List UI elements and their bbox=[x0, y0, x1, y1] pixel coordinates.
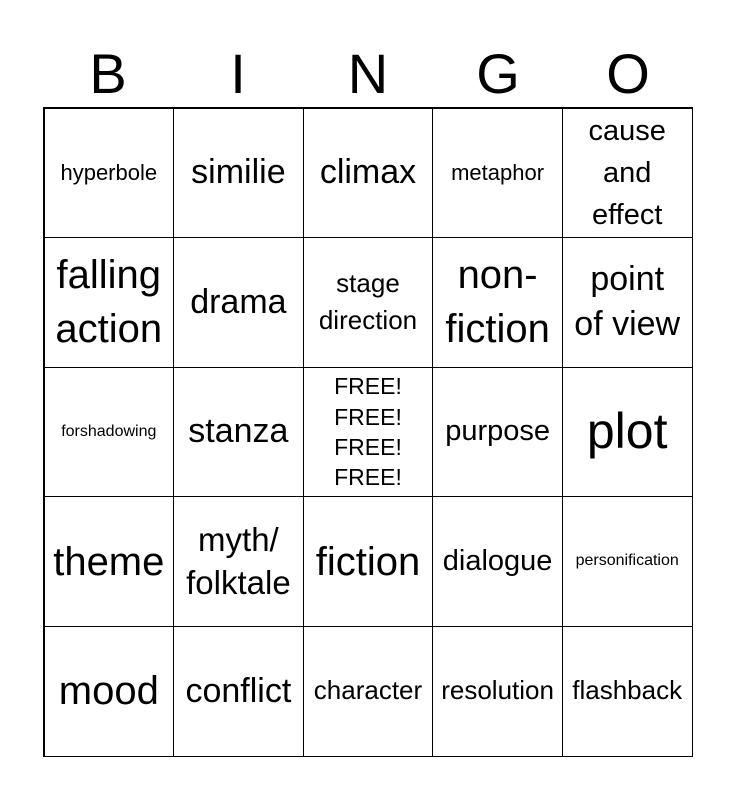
bingo-cell[interactable]: conflict bbox=[173, 626, 304, 757]
bingo-cell[interactable]: stage direction bbox=[303, 237, 434, 368]
bingo-cell[interactable]: theme bbox=[44, 496, 175, 627]
bingo-cell[interactable]: similie bbox=[173, 108, 304, 239]
header-letter-o: O bbox=[606, 42, 650, 105]
bingo-cell[interactable]: metaphor bbox=[432, 108, 563, 239]
bingo-cell[interactable]: non- fiction bbox=[432, 237, 563, 368]
header-letter-i: I bbox=[230, 42, 246, 105]
bingo-cell[interactable]: drama bbox=[173, 237, 304, 368]
header-letter-g: G bbox=[476, 42, 520, 105]
bingo-cell[interactable]: myth/ folktale bbox=[173, 496, 304, 627]
bingo-cell[interactable]: personification bbox=[562, 496, 693, 627]
bingo-board bbox=[43, 107, 693, 757]
bingo-cell[interactable]: cause and effect bbox=[562, 108, 693, 239]
bingo-cell[interactable]: point of view bbox=[562, 237, 693, 368]
bingo-cell[interactable]: mood bbox=[44, 626, 175, 757]
header-letter-n: N bbox=[347, 42, 389, 105]
bingo-cell[interactable]: hyperbole bbox=[44, 108, 175, 239]
bingo-cell[interactable]: fiction bbox=[303, 496, 434, 627]
free-space-cell[interactable]: FREE! FREE! FREE! FREE! bbox=[303, 367, 434, 498]
bingo-cell[interactable]: forshadowing bbox=[44, 367, 175, 498]
bingo-cell[interactable]: stanza bbox=[173, 367, 304, 498]
bingo-cell[interactable]: resolution bbox=[432, 626, 563, 757]
bingo-cell[interactable]: falling action bbox=[44, 237, 175, 368]
bingo-cell[interactable]: dialogue bbox=[432, 496, 563, 627]
bingo-cell[interactable]: climax bbox=[303, 108, 434, 239]
bingo-cell[interactable]: character bbox=[303, 626, 434, 757]
bingo-cell[interactable]: plot bbox=[562, 367, 693, 498]
header-letter-b: B bbox=[89, 42, 127, 105]
bingo-header bbox=[43, 40, 693, 108]
bingo-cell[interactable]: purpose bbox=[432, 367, 563, 498]
bingo-cell[interactable]: flashback bbox=[562, 626, 693, 757]
